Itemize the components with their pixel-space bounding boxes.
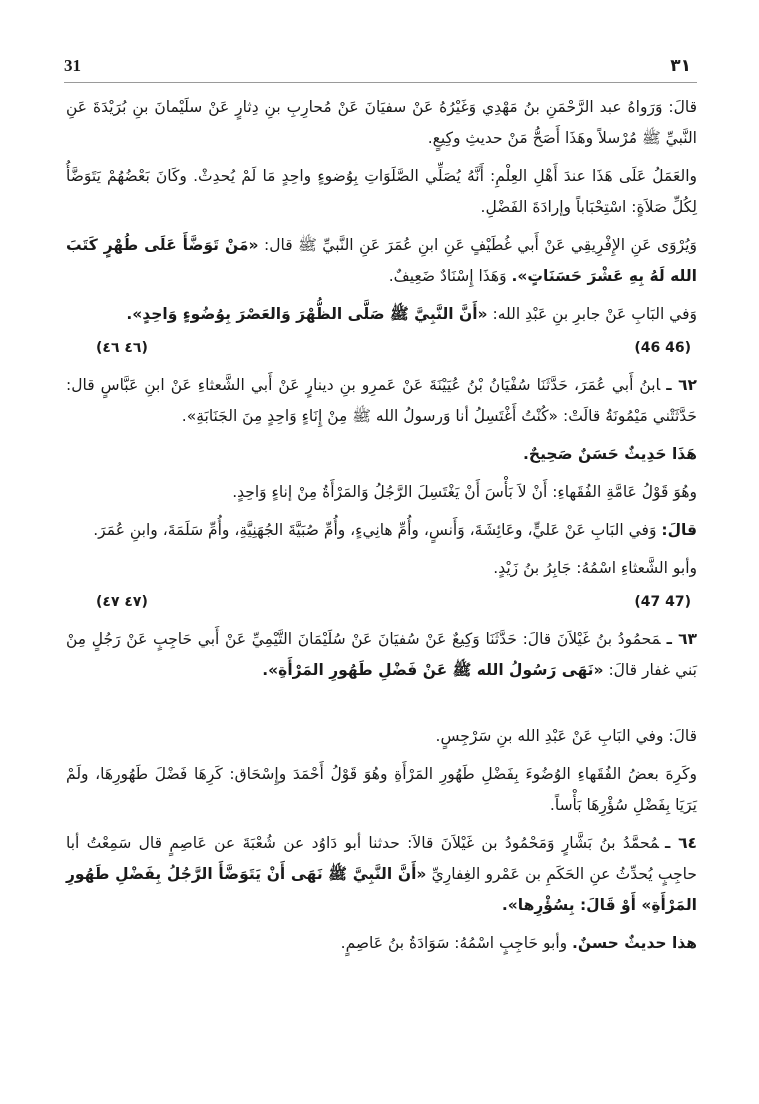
report-intro: وَيُرْوَى عَنِ الإِفْرِيقِي عَنْ أَبي غُطَيْفٍ عَنِ ابنِ عُمَرَ عَنِ النَّبيِّ ﷺ قال: xyxy=(258,236,697,254)
reference-latin: (47 47) xyxy=(634,594,691,610)
paragraph-grading: هَذَا حَدِيثٌ حَسَنٌ صَحِيحٌ. xyxy=(523,445,697,463)
spacer xyxy=(66,693,697,721)
reference-arabic: (٤٧ ٤٧) xyxy=(96,594,148,610)
hadith-chain: ابنُ أَبي عُمَرَ، حَدَّثَنَا سُفْيَانُ بْنُ عُيَيْنَةَ عَنْ عَمرِو بنِ دينارٍ عَنْ أَبي الشَّعثاءِ عَنْ ابنِ عَبَّاسٍ قال: حَدَّثَتْني مَيْمُونَةُ قالَتْ: «كُنْتُ أَغْتَسِلُ أنا وَرسولُ الله ﷺ مِنْ إِنَاءٍ وَاحِدٍ مِنَ الجَنَابَةِ». xyxy=(66,376,697,425)
hadith-chain: مُحمَّدُ بنُ بَشَّارٍ وَمَحْمُودُ بن غَيْلاَنَ قالاَ: حدثنا أبو دَاوُد عن شُعْبَةَ عن عَاصِمٍ قال سَمِعْتُ أبا حاجِبٍ يُحدِّثُ عنِ الحَكَمِ بن عَمْرو الغِفارِيِّ xyxy=(66,834,697,883)
reference-line-46 xyxy=(66,333,697,364)
paragraph-hadith-63 xyxy=(66,624,697,686)
hadith-number: ٦٣ ـ xyxy=(666,630,697,648)
label-qala: قالَ: xyxy=(661,521,697,539)
paragraph-hadith-62 xyxy=(66,370,697,432)
page-body xyxy=(66,92,697,966)
chapter-reports-text: وَفي البَابِ عَنْ عَليٍّ، وعَائِشَةَ، وَأَنسٍ، وأُمِّ هانِيءٍ، وأُمِّ صُبَيَّةَ الجُهَنِيَّةِ، وأُمِّ سَلَمَةَ، وابنِ عُمَرَ. xyxy=(93,521,662,539)
paragraph-ibn-umar-report xyxy=(66,230,697,292)
paragraph-narrator-name: وأبو الشَّعثاءِ اسْمُهُ: جَابِرُ بنُ زَيْدٍ. xyxy=(493,559,697,577)
hadith-number: ٦٤ ـ xyxy=(664,834,697,852)
header-divider xyxy=(64,82,697,83)
paragraph-jurists-view: وهُوَ قَوْلُ عَامَّةِ الفُقَهاءِ: أَنْ لاَ بَأْسَ أَنْ يَغْتَسِلَ الرَّجُلُ وَالمَرْأَةُ مِنْ إناءٍ وَاحِدٍ. xyxy=(232,483,697,501)
paragraph-scholars-practice: والعَمَلُ عَلَى هَذَا عندَ أَهْلِ العِلْمِ: أَنَّهُ يُصَلِّي الصَّلَوَاتِ بِوُضوءٍ واحِدٍ مَا لَمْ يُحدِثْ. وكَانَ بَعْضُهُمْ يَتَوَضَّأُ لِكُلِّ صَلاَةٍ: اسْتِحْبَاباً وإرادَةَ الفَضْلِ. xyxy=(66,167,697,216)
hadith-text: «مَنْ تَوَضَّأَ عَلَى طُهْرٍ كَتَبَ الله لَهُ بِهِ عَشْرَ حَسَنَاتٍ». xyxy=(66,236,697,285)
report-grading: وَهَذَا إِسْنَادٌ ضَعِيفٌ. xyxy=(388,267,512,285)
hadith-chain: مَحمُودُ بنُ غَيْلاَنَ قالَ: حَدَّثَنَا وَكِيعٌ عَنْ سُفيَانَ عَنْ سُلَيْمَانَ التَّيْمِيِّ عَنْ أَبي حَاجِبٍ عَنْ رَجُلٍ مِنْ بَني غفار قالَ: xyxy=(66,630,697,679)
reference-arabic: (٤٦ ٤٦) xyxy=(96,340,148,356)
grading-text: هذا حديثٌ حسنٌ. xyxy=(572,934,697,952)
hadith-text: «أَنَّ النَّبِيَّ ﷺ صَلَّى الظُّهْرَ وَالعَصْرَ بِوُضُوءٍ وَاحِدٍ». xyxy=(126,305,488,323)
page-number-arabic: ٣١ xyxy=(670,56,691,76)
reference-latin: (46 46) xyxy=(634,340,691,356)
narrator-name-text: وأبو حَاجِبٍ اسْمُهُ: سَوَادَةُ بنُ عَاصِمٍ. xyxy=(340,934,573,952)
hadith-number: ٦٢ ـ xyxy=(666,376,697,394)
page-number-latin: 31 xyxy=(64,56,81,75)
paragraph-chapter-reports xyxy=(66,515,697,546)
hadith-text: «نَهَى رَسُولُ الله ﷺ عَنْ فَضْلِ طَهُورِ المَرْأَةِ». xyxy=(262,661,604,679)
report-intro: وَفي البَابِ عَنْ جابرِ بنِ عَبْدِ الله: xyxy=(487,305,697,323)
paragraph-hadith-64 xyxy=(66,828,697,921)
paragraph-narration-note: قالَ: وَرَواهُ عبد الرَّحْمَنِ بنُ مَهْدِي وَغَيْرُهُ عَنْ سفيَانَ عَنْ مُحارِبِ بنِ دِثارٍ عَنْ سلَيْمانَ بنِ بُرَيْدَةَ عَنِ النَّبيِّ ﷺ مُرْسلاً وهَذَا أَصَحُّ مَنْ حديثِ وكِيعٍ. xyxy=(66,98,697,147)
reference-line-47 xyxy=(66,587,697,618)
paragraph-final-grading xyxy=(66,928,697,959)
hadith-text: «أَنَّ النَّبِيَّ ﷺ نَهَى أَنْ يَتَوَضَّأَ الرَّجُلُ بِفَضْلِ طَهُورِ المَرْأَةِ» أَوْ قَالَ: بِسُؤْرِها». xyxy=(66,865,697,914)
paragraph-jabir-report xyxy=(66,299,697,330)
paragraph-chapter-sarjis: قالَ: وفي البَابِ عَنْ عَبْدِ الله بنِ سَرْجِسٍ. xyxy=(435,727,697,745)
paragraph-jurists-dislike: وكَرِهَ بعضُ الفُقَهاءِ الوُضُوءَ بِفَضْلِ طَهُورِ المَرْأَةِ وهُوَ قَوْلُ أَحْمَدَ وإِسْحَاق: كَرِهَا فَضْلَ طَهُورِهَا، ولَمْ يَرَيَا بِفَضْلِ سُؤْرِهَا بَأْساً. xyxy=(66,765,697,814)
